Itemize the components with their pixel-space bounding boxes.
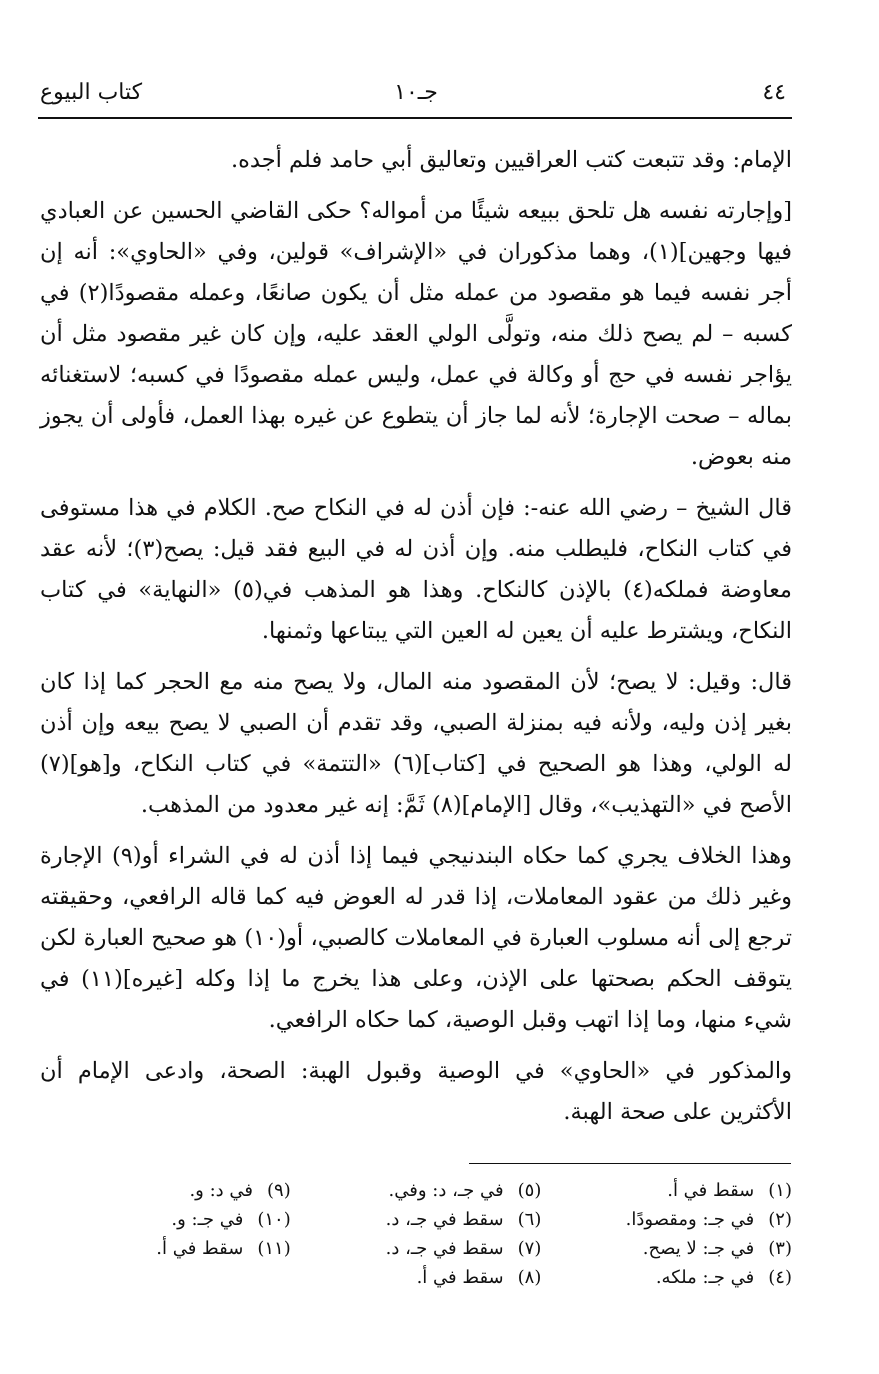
footnote	[291, 1205, 542, 1234]
footnote	[541, 1234, 792, 1263]
paragraph: والمذكور في «الحاوي» في الوصية وقبول الهبة: الصحة، وادعى الإمام أن الأكثرين على صحة الهبة.	[40, 1058, 792, 1125]
footnote-number: (١١)	[257, 1238, 291, 1259]
footnote-number: (١٠)	[257, 1209, 291, 1230]
footnote-text: في د: و.	[189, 1180, 253, 1201]
footnote	[541, 1205, 792, 1234]
footnote-column-2	[291, 1176, 542, 1292]
footnote-column-1	[541, 1176, 792, 1292]
footnote-separator	[469, 1163, 791, 1164]
paragraph: قال: وقيل: لا يصح؛ لأن المقصود منه المال، ولا يصح منه مع الحجر كما إذا كان بغير إذن وليه، ولأنه فيه بمنزلة الصبي، وقد تقدم أن الصبي لا يصح بيعه وإن أذن له الولي، وهذا هو الصحيح في [كتاب](٦) «التتمة» في كتاب النكاح، و[هو](٧) الأصح في «التهذيب»، وقال [الإمام](٨) ثَمَّ: إنه غير معدود من المذهب.	[40, 669, 792, 818]
volume-label: جـ١٠	[394, 80, 438, 105]
footnote-number: (٥)	[517, 1180, 542, 1201]
paragraph: الإمام: وقد تتبعت كتب العراقيين وتعاليق أبي حامد فلم أجده.	[230, 147, 792, 173]
page-number: ٤٤	[762, 80, 786, 105]
paragraph: وهذا الخلاف يجري كما حكاه البندنيجي فيما إذا أذن له في الشراء أو(٩) الإجارة وغير ذلك من عقود المعاملات، إذا قدر له العوض فيه كما قاله الرافعي، وحقيقته ترجع إلى أنه مسلوب العبارة في المعاملات كالصبي، أو(١٠) هو صحيح العبارة لكن يتوقف الحكم بصحتها على الإذن، وعلى هذا يخرج ما إذا وكله [غيره](١١) في شيء منها، وما إذا اتهب وقبل الوصية، كما حكاه الرافعي.	[40, 843, 792, 1033]
footnote	[40, 1234, 291, 1263]
footnote-column-3	[40, 1176, 291, 1292]
footnote-text: في جـ: و.	[171, 1209, 244, 1230]
footnote-number: (٣)	[768, 1238, 792, 1259]
footnote-number: (١)	[768, 1180, 792, 1201]
footnote-text: في جـ: لا يصح.	[642, 1238, 755, 1259]
footnote-text: سقط في أ.	[667, 1180, 755, 1201]
footnote-number: (٨)	[517, 1267, 542, 1288]
footnote-text: سقط في أ.	[416, 1267, 504, 1288]
footnote	[40, 1176, 291, 1205]
footnote	[541, 1263, 792, 1292]
footnote-text: سقط في جـ، د.	[385, 1209, 504, 1230]
footnote-number: (٩)	[266, 1180, 291, 1201]
footnote-number: (٢)	[768, 1209, 792, 1230]
book-title: كتاب البيوع	[40, 80, 143, 105]
footnote-text: سقط في جـ، د.	[385, 1238, 504, 1259]
footnote	[541, 1176, 792, 1205]
footnote-text: في جـ: ملكه.	[655, 1267, 755, 1288]
footnote	[40, 1205, 291, 1234]
footnote-number: (٤)	[768, 1267, 792, 1288]
paragraph: [وإجارته نفسه هل تلحق ببيعه شيئًا من أمواله؟ حكى القاضي الحسين عن العبادي فيها وجهين](١)، وهما مذكوران في «الإشراف» قولين، وفي «الحاوي»: أنه إن أجر نفسه فيما هو مقصود من عمله مثل أن يكون صانعًا، وعمله مقصودًا(٢) في كسبه – لم يصح ذلك منه، وتولَّى الولي العقد عليه، وإن كان غير مقصود مثل أن يؤاجر نفسه في حج أو وكالة في عمل، وليس عمله مقصودًا في كسبه؛ لاستغنائه بماله – صحت الإجارة؛ لأنه لما جاز أن يتطوع عن غيره بهذا العمل، فأولى أن يجوز منه بعوض.	[40, 198, 792, 470]
running-header	[40, 80, 792, 114]
footnote	[291, 1176, 542, 1205]
header-rule	[38, 117, 792, 119]
main-text	[40, 140, 792, 1143]
footnote-text: سقط في أ.	[156, 1238, 244, 1259]
footnote	[291, 1234, 542, 1263]
footnote-number: (٦)	[517, 1209, 542, 1230]
footnotes	[40, 1176, 792, 1292]
footnote-text: في جـ، د: وفي.	[388, 1180, 504, 1201]
footnote	[291, 1263, 542, 1292]
footnote-number: (٧)	[517, 1238, 542, 1259]
footnote-text: في جـ: ومقصودًا.	[625, 1209, 755, 1230]
paragraph: قال الشيخ – رضي الله عنه-: فإن أذن له في النكاح صح. الكلام في هذا مستوفى في كتاب النكاح، فليطلب منه. وإن أذن له في البيع فقد قيل: يصح(٣)؛ لأنه عقد معاوضة فملكه(٤) بالإذن كالنكاح. وهذا هو المذهب في(٥) «النهاية» في كتاب النكاح، ويشترط عليه أن يعين له العين التي يبتاعها وثمنها.	[40, 495, 792, 644]
